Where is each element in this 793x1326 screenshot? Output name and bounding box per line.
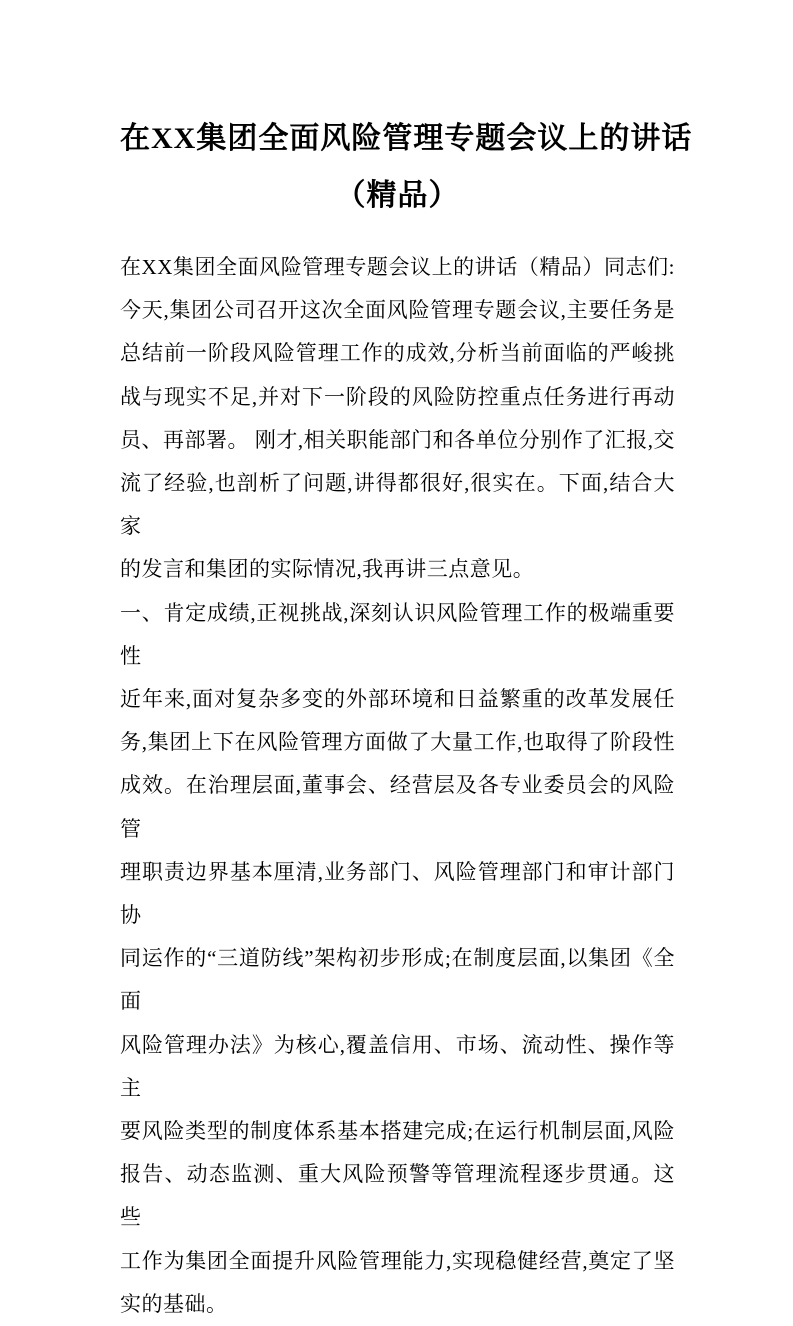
body-text-line: 风险管理办法》为核心,覆盖信用、市场、流动性、操作等主	[120, 1032, 675, 1100]
body-text-line: 员、再部署。 刚才,相关职能部门和各单位分别作了汇报,交	[120, 427, 675, 452]
title-line-1: 在XX集团全面风险管理专题会议上的讲话	[120, 122, 693, 155]
body-text-line: 实的基础。	[120, 1291, 228, 1316]
body-text-line: 的发言和集团的实际情况,我再讲三点意见。	[120, 557, 535, 582]
body-text-line: 要风险类型的制度体系基本搭建完成;在运行机制层面,风险	[120, 1119, 675, 1144]
body-text-line: 在XX集团全面风险管理专题会议上的讲话（精品）同志们:	[120, 255, 675, 279]
title-line-2: （精品）	[335, 179, 460, 212]
body-text-line: 战与现实不足,并对下一阶段的风险防控重点任务进行再动	[120, 384, 675, 409]
body-text-line: 性	[120, 643, 142, 668]
body-text-line: 一、肯定成绩,正视挑战,深刻认识风险管理工作的极端重要	[120, 600, 675, 625]
body-text-line: 成效。在治理层面,董事会、经营层及各专业委员会的风险管	[120, 773, 675, 841]
document-body	[120, 246, 675, 1326]
body-text-line: 近年来,面对复杂多变的外部环境和日益繁重的改革发展任	[120, 687, 675, 712]
body-text-line: 同运作的“三道防线”架构初步形成;在制度层面,以集团《全面	[120, 946, 675, 1014]
body-text-line: 今天,集团公司召开这次全面风险管理专题会议,主要任务是	[120, 298, 675, 323]
body-text-line: 总结前一阶段风险管理工作的成效,分析当前面临的严峻挑	[120, 341, 675, 366]
document-title	[120, 110, 693, 224]
body-text-line: 流了经验,也剖析了问题,讲得都很好,很实在。下面,结合大家	[120, 471, 675, 539]
body-text-line: 报告、动态监测、重大风险预警等管理流程逐步贯通。这些	[120, 1162, 675, 1230]
body-text-line: 务,集团上下在风险管理方面做了大量工作,也取得了阶段性	[120, 730, 675, 755]
body-text-line: 理职责边界基本厘清,业务部门、风险管理部门和审计部门协	[120, 859, 675, 928]
body-text-line: 工作为集团全面提升风险管理能力,实现稳健经营,奠定了坚	[120, 1248, 675, 1273]
